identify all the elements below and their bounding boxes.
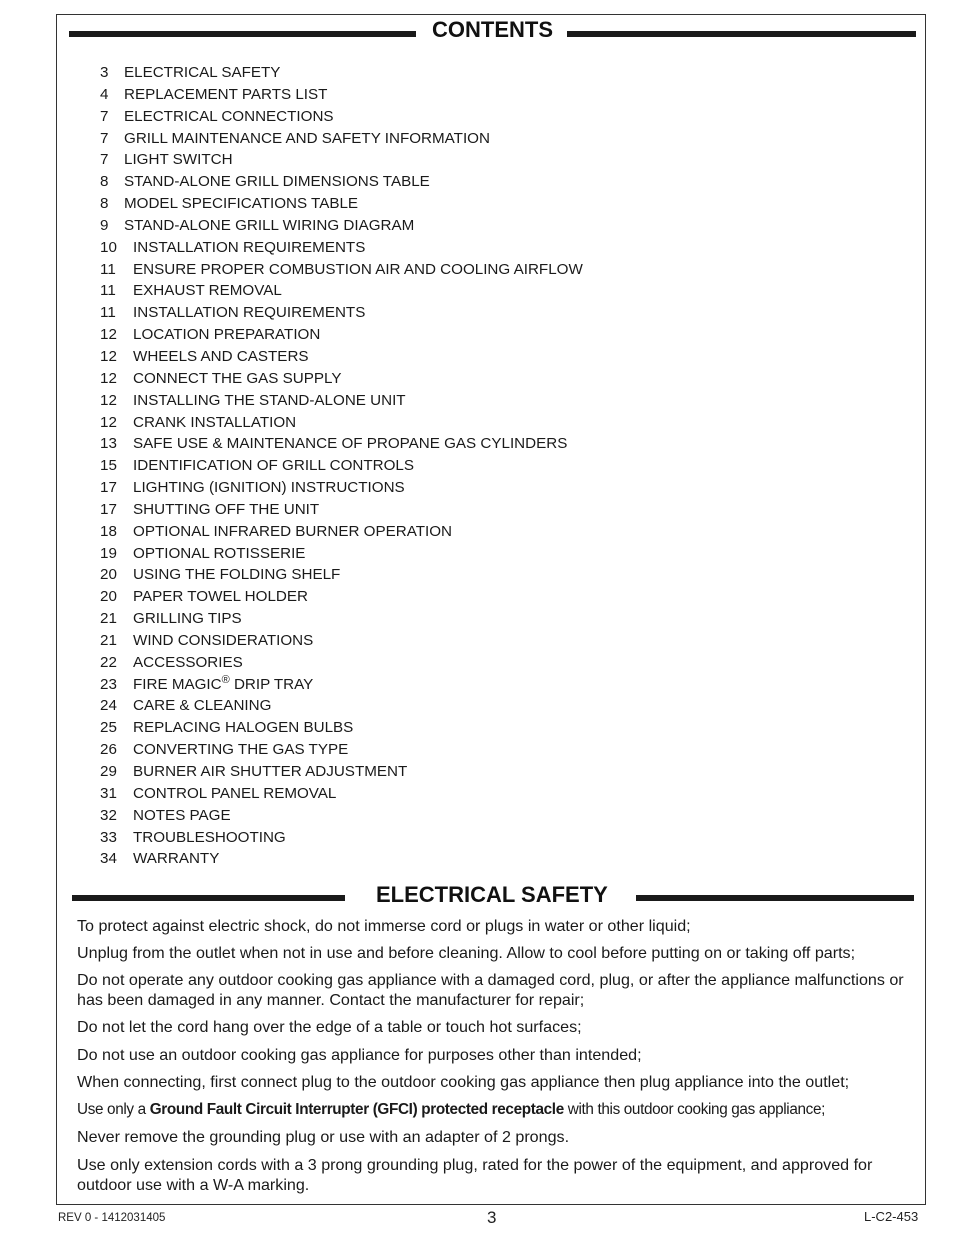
toc-label: TROUBLESHOOTING (133, 828, 286, 846)
page-number: 3 (487, 1208, 497, 1227)
toc-page-number: 29 (100, 763, 117, 780)
toc-entry (100, 390, 583, 412)
toc-page-number: 13 (100, 435, 117, 453)
toc-page-number: 7 (100, 129, 109, 147)
toc-page-number: 8 (100, 173, 109, 191)
toc-entry (100, 848, 583, 870)
gfci-text-before: Use only a (77, 1101, 150, 1118)
toc-entry (100, 215, 583, 237)
toc-entry (100, 237, 583, 259)
safety-paragraph: Do not use an outdoor cooking gas appliance for purposes other than intended; (77, 1046, 642, 1064)
electrical-safety-heading: ELECTRICAL SAFETY (376, 882, 608, 907)
toc-label: INSTALLATION REQUIREMENTS (133, 304, 366, 322)
toc-entry (100, 652, 583, 674)
gfci-text-after: with this outdoor cooking gas appliance; (563, 1101, 826, 1118)
toc-page-number: 17 (100, 500, 117, 518)
toc-label: WARRANTY (133, 850, 220, 868)
toc-page-number: 19 (100, 544, 117, 562)
safety-paragraph: Use only extension cords with a 3 prong grounding plug, rated for the power of the equipment, and approved for outdoor use with a W-A marking. (77, 1156, 873, 1194)
toc-entry (100, 259, 583, 281)
toc-page-number: 21 (100, 631, 117, 649)
toc-label: PAPER TOWEL HOLDER (133, 588, 308, 606)
toc-label: FIRE MAGIC (133, 675, 222, 693)
toc-label: WHEELS AND CASTERS (133, 347, 309, 365)
toc-label: REPLACEMENT PARTS LIST (124, 85, 328, 103)
toc-page-number: 4 (100, 85, 109, 103)
toc-label: SHUTTING OFF THE UNIT (133, 500, 320, 518)
toc-entry (100, 630, 583, 652)
toc-label: MODEL SPECIFICATIONS TABLE (124, 195, 359, 213)
toc-label: ACCESSORIES (133, 653, 243, 671)
toc-entry (100, 717, 583, 739)
toc-entry (100, 412, 583, 434)
toc-page-number: 8 (100, 195, 109, 213)
toc-page-number: 9 (100, 216, 109, 234)
toc-entry (100, 280, 583, 302)
toc-page-number: 15 (100, 457, 117, 475)
toc-page-number: 3 (100, 64, 109, 81)
toc-label: STAND-ALONE GRILL DIMENSIONS TABLE (124, 173, 430, 191)
safety-paragraph: Do not operate any outdoor cooking gas appliance with a damaged cord, plug, or after the appliance malfunctions or has been damaged in any manner. Contact the manufacturer for repair; (77, 971, 904, 1009)
toc-page-number: 12 (100, 391, 117, 409)
table-of-contents (100, 62, 583, 870)
toc-label: STAND-ALONE GRILL WIRING DIAGRAM (124, 216, 415, 234)
safety-paragraph: When connecting, first connect plug to the outdoor cooking gas appliance then plug appliance into the outlet; (77, 1073, 850, 1091)
safety-paragraph: To protect against electric shock, do not immerse cord or plugs in water or other liquid; (77, 917, 691, 935)
contents-heading: CONTENTS (432, 17, 553, 42)
toc-entry (100, 608, 583, 630)
toc-entry (100, 499, 583, 521)
revision-label: REV 0 - 1412031405 (58, 1212, 166, 1224)
toc-label: EXHAUST REMOVAL (133, 282, 282, 300)
safety-rule-right (636, 895, 914, 901)
toc-page-number: 34 (100, 850, 117, 868)
toc-entry (100, 827, 583, 849)
toc-label: NOTES PAGE (133, 806, 231, 824)
toc-page-number: 24 (100, 697, 117, 715)
toc-label: WIND CONSIDERATIONS (133, 631, 314, 649)
toc-entry (100, 128, 583, 150)
toc-page-number: 11 (100, 282, 116, 300)
toc-entry (100, 521, 583, 543)
contents-rule-right (567, 31, 916, 37)
toc-label: CONTROL PANEL REMOVAL (133, 784, 337, 802)
toc-page-number: 11 (100, 304, 116, 322)
toc-label: INSTALLATION REQUIREMENTS (133, 238, 366, 256)
toc-page-number: 20 (100, 566, 117, 584)
toc-label: GRILLING TIPS (133, 610, 242, 628)
toc-entry (100, 783, 583, 805)
toc-entry (100, 324, 583, 346)
safety-paragraph: Unplug from the outlet when not in use and before cleaning. Allow to cool before putting on or taking off parts; (77, 944, 856, 962)
gfci-bold-text: Ground Fault Circuit Interrupter (GFCI) protected receptacle (149, 1101, 564, 1118)
safety-paragraph: Do not let the cord hang over the edge of a table or touch hot surfaces; (77, 1018, 582, 1036)
toc-page-number: 10 (100, 238, 117, 256)
gfci-paragraph (77, 1100, 912, 1120)
toc-label: ELECTRICAL SAFETY (124, 64, 281, 81)
toc-entry (100, 586, 583, 608)
toc-page-number: 31 (100, 784, 117, 802)
toc-entry (100, 564, 583, 586)
toc-entry (100, 739, 583, 761)
toc-page-number: 33 (100, 828, 117, 846)
document-code: L-C2-453 (864, 1209, 919, 1224)
toc-entry (100, 62, 583, 84)
toc-page-number: 11 (100, 260, 116, 278)
toc-entry (100, 346, 583, 368)
safety-paragraph: Never remove the grounding plug or use with an adapter of 2 prongs. (77, 1128, 570, 1146)
toc-label: REPLACING HALOGEN BULBS (133, 719, 354, 737)
toc-entry (100, 302, 583, 324)
toc-entry (100, 674, 583, 696)
toc-label: OPTIONAL INFRARED BURNER OPERATION (133, 522, 452, 540)
toc-label: LOCATION PREPARATION (133, 326, 321, 344)
toc-page-number: 23 (100, 675, 117, 693)
toc-label: CARE & CLEANING (133, 697, 272, 715)
toc-label: CONVERTING THE GAS TYPE (133, 741, 349, 759)
toc-entry (100, 695, 583, 717)
toc-label: LIGHTING (IGNITION) INSTRUCTIONS (133, 479, 405, 497)
toc-page-number: 7 (100, 151, 109, 169)
toc-page-number: 17 (100, 479, 117, 497)
toc-page-number: 12 (100, 413, 117, 431)
toc-entry (100, 543, 583, 565)
toc-label: INSTALLING THE STAND-ALONE UNIT (133, 391, 406, 409)
toc-page-number: 32 (100, 806, 117, 824)
toc-label: LIGHT SWITCH (124, 151, 233, 169)
electrical-safety-body (77, 916, 912, 1195)
toc-label: IDENTIFICATION OF GRILL CONTROLS (133, 457, 414, 475)
toc-label: OPTIONAL ROTISSERIE (133, 544, 306, 562)
toc-page-number: 20 (100, 588, 117, 606)
contents-rule-left (69, 31, 416, 37)
toc-label: CONNECT THE GAS SUPPLY (133, 369, 342, 387)
toc-entry (100, 477, 583, 499)
toc-label: USING THE FOLDING SHELF (133, 566, 341, 584)
toc-label: GRILL MAINTENANCE AND SAFETY INFORMATION (124, 129, 490, 147)
toc-label: SAFE USE & MAINTENANCE OF PROPANE GAS CYLINDERS (133, 435, 568, 453)
toc-entry (100, 84, 583, 106)
toc-label: ELECTRICAL CONNECTIONS (124, 107, 334, 125)
toc-entry (100, 805, 583, 827)
registered-mark: ® (221, 673, 230, 686)
toc-entry (100, 433, 583, 455)
toc-label-suffix: DRIP TRAY (229, 675, 314, 693)
toc-page-number: 12 (100, 369, 117, 387)
toc-label: ENSURE PROPER COMBUSTION AIR AND COOLING AIRFLOW (133, 260, 583, 278)
toc-entry (100, 171, 583, 193)
toc-entry (100, 193, 583, 215)
toc-entry (100, 455, 583, 477)
toc-entry (100, 761, 583, 783)
toc-entry (100, 368, 583, 390)
toc-label: BURNER AIR SHUTTER ADJUSTMENT (133, 763, 408, 780)
toc-page-number: 25 (100, 719, 117, 737)
toc-page-number: 22 (100, 653, 117, 671)
toc-page-number: 12 (100, 347, 117, 365)
toc-page-number: 7 (100, 107, 109, 125)
toc-entry (100, 149, 583, 171)
toc-label: CRANK INSTALLATION (133, 413, 297, 431)
toc-entry (100, 106, 583, 128)
toc-page-number: 12 (100, 326, 117, 344)
toc-page-number: 21 (100, 610, 117, 628)
safety-rule-left (72, 895, 345, 901)
toc-page-number: 26 (100, 741, 117, 759)
toc-page-number: 18 (100, 522, 117, 540)
